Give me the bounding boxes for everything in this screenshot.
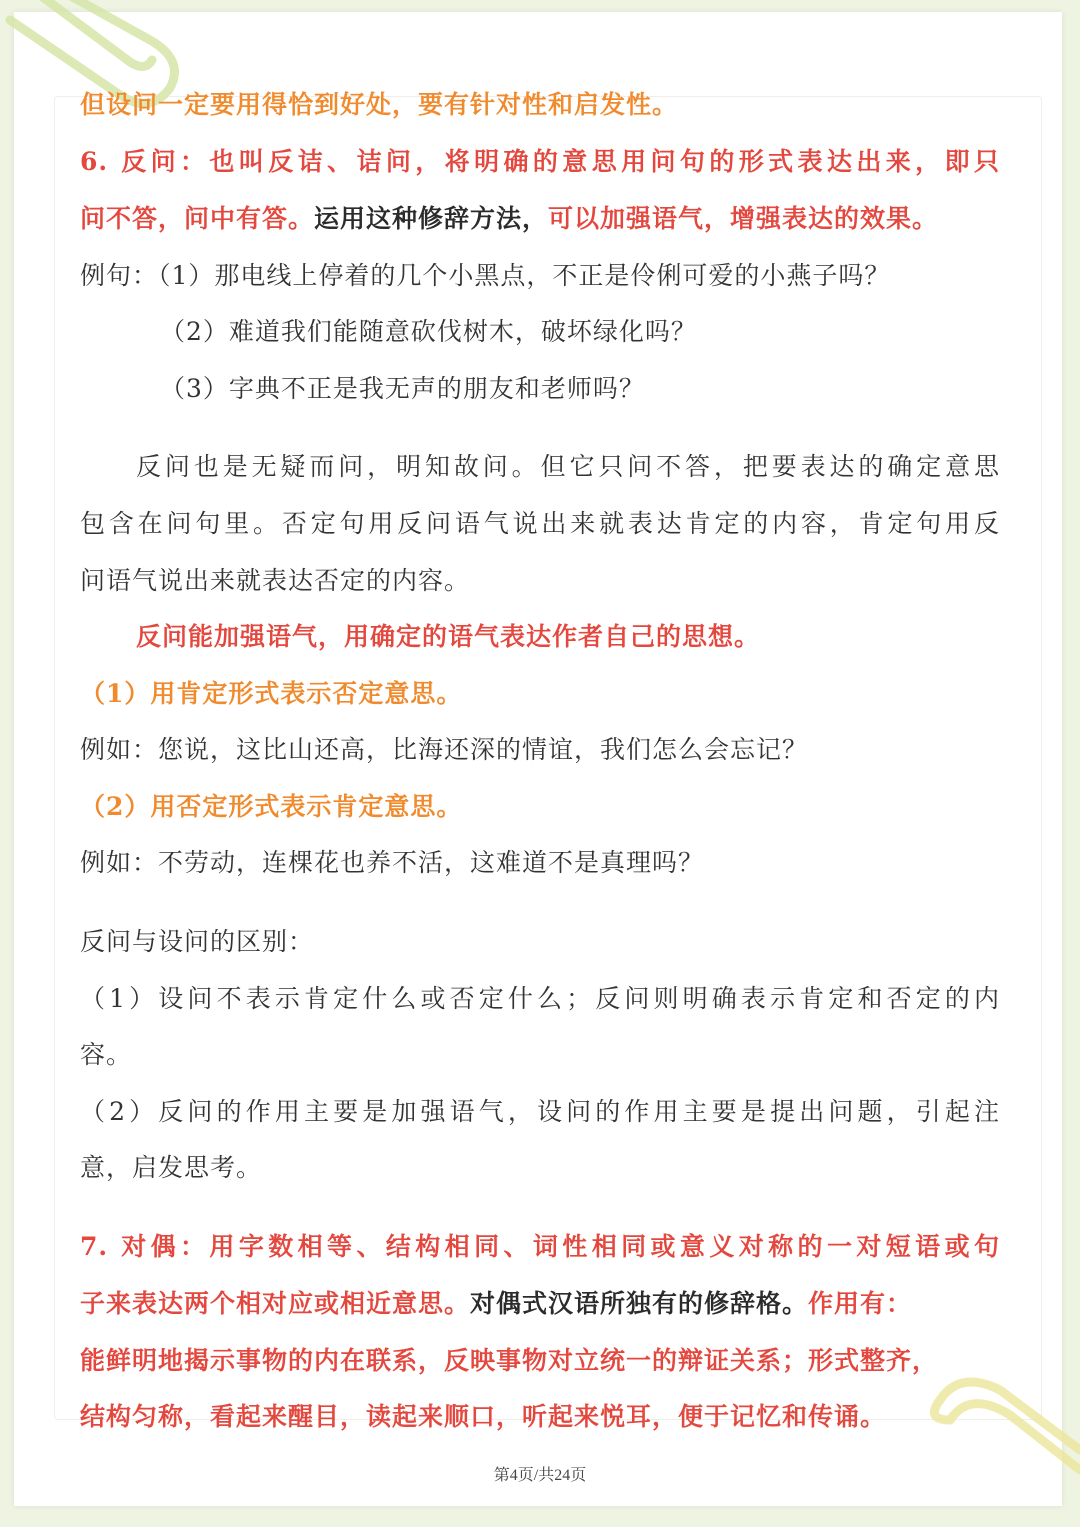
emphasis-line: 反问能加强语气，用确定的语气表达作者自己的思想。 (136, 622, 761, 651)
difference-heading: 反问与设问的区别： (80, 927, 315, 956)
subheading-1: （1）用肯定形式表示否定意思。 (80, 679, 463, 708)
paragraph-line-3: 问语气说出来就表达否定的内容。 (80, 566, 471, 595)
heading-antithesis: 7. 对偶：用字数相等、结构相同、词性相同或意义对称的一对短语或句 (80, 1232, 1000, 1261)
page-number: 第4页/共24页 (493, 1467, 587, 1484)
difference-line-1: （1）设问不表示肯定什么或否定什么；反问则明确表示肯定和否定的内 (80, 984, 1000, 1013)
paragraph-line-1: 反问也是无疑而问，明知故问。但它只问不答，把要表达的确定意思 (136, 452, 1000, 481)
example-line-3: （3）字典不正是我无声的朋友和老师吗？ (160, 374, 645, 403)
text-line-21 (80, 1287, 912, 1321)
difference-line-2: 容。 (80, 1040, 133, 1069)
example-line-4: 例如：您说，这比山还高，比海还深的情谊，我们怎么会忘记？ (80, 735, 809, 764)
text-dark-span: 运用这种修辞方法， (314, 204, 549, 233)
difference-line-4: 意，启发思考。 (80, 1153, 263, 1182)
difference-line-3: （2）反问的作用主要是加强语气，设问的作用主要是提出问题，引起注 (80, 1097, 1000, 1126)
subheading-2: （2）用否定形式表示肯定意思。 (80, 792, 463, 821)
text-dark-span: 对偶式汉语所独有的修辞格。 (470, 1289, 809, 1318)
text-red-span: 可以加强语气，增强表达的效果。 (548, 204, 939, 233)
text-line-23: 结构匀称，看起来醒目，读起来顺口，听起来悦耳，便于记忆和传诵。 (80, 1402, 887, 1431)
example-line-5: 例如：不劳动，连棵花也养不活，这难道不是真理吗？ (80, 848, 705, 877)
text-red-span: 问不答，问中有答。 (80, 204, 315, 233)
paragraph-line-2: 包含在问句里。否定句用反问语气说出来就表达肯定的内容，肯定句用反 (80, 509, 1000, 538)
text-red-span: 作用有： (808, 1289, 913, 1318)
paperclip-bottom-right-icon (920, 1360, 1080, 1527)
text-line-3 (80, 202, 938, 236)
text-red-span: 子来表达两个相对应或相近意思。 (80, 1289, 471, 1318)
example-line-1: 例句：（1）那电线上停着的几个小黑点，不正是伶俐可爱的小燕子吗？ (80, 261, 891, 290)
text-line-22: 能鲜明地揭示事物的内在联系，反映事物对立统一的辩证关系；形式整齐， (80, 1346, 939, 1375)
text-line-1: 但设问一定要用得恰到好处，要有针对性和启发性。 (80, 90, 679, 119)
heading-rhetorical-question: 6. 反问：也叫反诘、诘问，将明确的意思用问句的形式表达出来，即只 (80, 147, 1000, 176)
example-line-2: （2）难道我们能随意砍伐树木，破坏绿化吗？ (160, 317, 697, 346)
